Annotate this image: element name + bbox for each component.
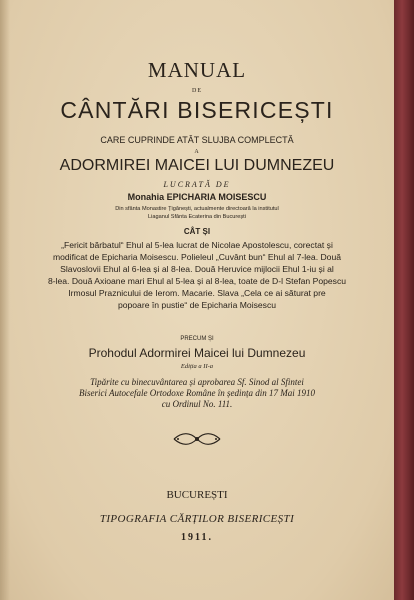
precum-si-heading: PRECUM ȘI — [180, 336, 214, 342]
cat-si-heading: CÂT ȘI — [183, 227, 211, 236]
approval-line-1: Tipărite cu binecuvântarea și aprobarea Sf. Sinod al Sfintei — [90, 377, 304, 387]
ornament-icon — [172, 430, 222, 448]
additions-line-6: popoare în pustie“ de Epicharia Moisescu — [117, 300, 277, 310]
imprint-year: 1911. — [181, 532, 213, 543]
feast-title: ADORMIREI MAICEI LUI DUMNEZEU — [59, 157, 335, 174]
author-name: Monahia EPICHARIA MOISESCU — [127, 192, 267, 202]
additions-line-5: Irmosul Praznicului de Ierom. Macarie. Slava „Cela ce ai săturat pre — [68, 288, 326, 298]
title-a: A — [194, 149, 200, 155]
author-note-line-1: Din sfânta Monastire Țigănești, actualmente directoară la institutul — [115, 206, 279, 212]
additions-line-4: 8-lea. Două Axioane mari Ehul al 5-lea și al 8-lea, toate de D-l Stefan Popescu — [47, 276, 347, 286]
title-de: DE — [192, 88, 202, 94]
approval-line-3: cu Ordinul No. 111. — [161, 399, 233, 409]
prohod-title: Prohodul Adormirei Maicei lui Dumnezeu — [88, 346, 306, 360]
imprint-printer: TIPOGRAFIA CĂRȚILOR BISERICEȘTI — [99, 513, 295, 525]
additions-line-3: Slavoslovii Ehul al 6-lea și al 8-lea. Două Heruvice mijlocii Ehul 1-iu și al — [60, 264, 334, 274]
additions-line-1: „Fericit bărbatul“ Ehul al 5-lea lucrat de Nicolae Apostolescu, corectat și — [61, 240, 333, 250]
book-binding — [394, 0, 414, 600]
title-manual: MANUAL — [147, 58, 247, 82]
author-note-line-2: Liaganul Sfânta Ecaterina din București — [148, 214, 246, 220]
title-subtitle: CARE CUPRINDE ATÂT SLUJBA COMPLECTĂ — [100, 135, 294, 145]
edition-label: Ediția a II-a — [180, 363, 214, 370]
additions-line-2: modificat de Epicharia Moisescu. Polieleul „Cuvânt bun“ Ehul al 7-lea. Două — [52, 252, 342, 262]
imprint-city: BUCUREȘTI — [166, 489, 228, 501]
approval-line-2: Biserici Autocefale Ortodoxe Române în ședința din 17 Mai 1910 — [78, 388, 316, 398]
author-lucrata: LUCRATĂ DE — [163, 180, 231, 189]
page-title: CÂNTĂRI BISERICEȘTI — [60, 97, 334, 123]
